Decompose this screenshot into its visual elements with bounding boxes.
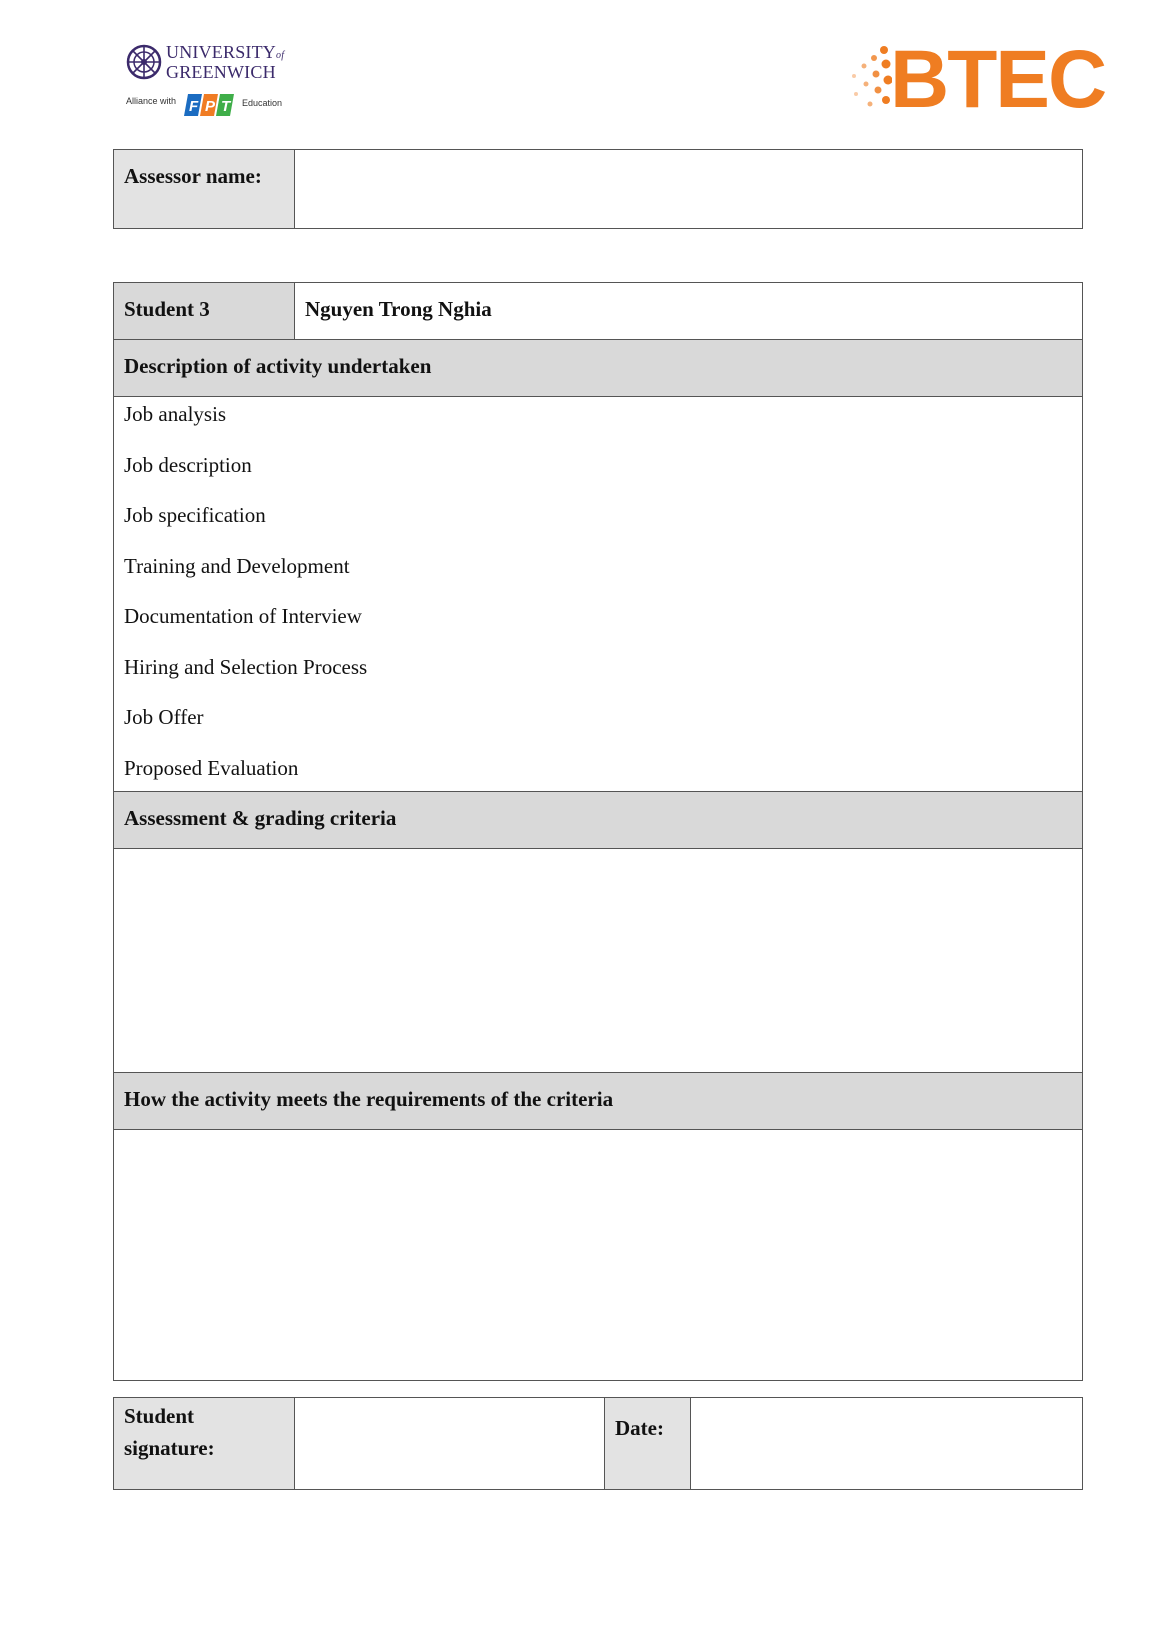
student-number-label: Student 3 xyxy=(114,283,295,340)
list-item: Job Offer xyxy=(124,705,204,729)
university-of-greenwich-logo xyxy=(126,42,286,126)
fpt-letter-p: P xyxy=(205,98,216,115)
fpt-logo-icon xyxy=(184,92,238,118)
greenwich-wordmark: UNIVERSITYof GREENWICH xyxy=(166,42,285,82)
fpt-letter-t: T xyxy=(221,98,231,115)
list-item: Documentation of Interview xyxy=(124,604,362,628)
btec-logo xyxy=(848,34,1106,125)
student-signature-label: Student signature: xyxy=(114,1398,295,1490)
assessor-name-field[interactable] xyxy=(295,150,1083,229)
assessment-criteria-field[interactable] xyxy=(114,848,1083,1072)
btec-wordmark: BTEC xyxy=(890,34,1106,125)
student-name: Nguyen Trong Nghia xyxy=(295,283,1083,340)
signature-table xyxy=(113,1397,1083,1490)
date-label: Date: xyxy=(605,1398,691,1490)
activity-description-content xyxy=(114,397,1083,792)
list-item: Job specification xyxy=(124,503,266,527)
requirements-field[interactable] xyxy=(114,1129,1083,1380)
activity-description-heading: Description of activity undertaken xyxy=(114,340,1083,397)
list-item: Proposed Evaluation xyxy=(124,755,299,780)
student-signature-field[interactable] xyxy=(295,1398,605,1490)
requirements-heading: How the activity meets the requirements of the criteria xyxy=(114,1072,1083,1129)
list-item: Job description xyxy=(124,452,252,477)
btec-dots-icon xyxy=(848,44,892,114)
education-label: Education xyxy=(242,98,283,108)
list-item: Job analysis xyxy=(124,402,227,426)
activity-table xyxy=(113,282,1083,1381)
assessor-table xyxy=(113,149,1083,229)
assessment-criteria-heading: Assessment & grading criteria xyxy=(114,791,1083,848)
list-item: Hiring and Selection Process xyxy=(124,654,368,679)
fpt-letter-f: F xyxy=(189,98,199,115)
greenwich-seal-icon xyxy=(126,44,162,80)
date-field[interactable] xyxy=(691,1398,1083,1490)
list-item: Training and Development xyxy=(124,553,350,578)
alliance-with-label: Alliance with xyxy=(126,96,177,106)
assessor-name-label: Assessor name: xyxy=(114,150,295,229)
